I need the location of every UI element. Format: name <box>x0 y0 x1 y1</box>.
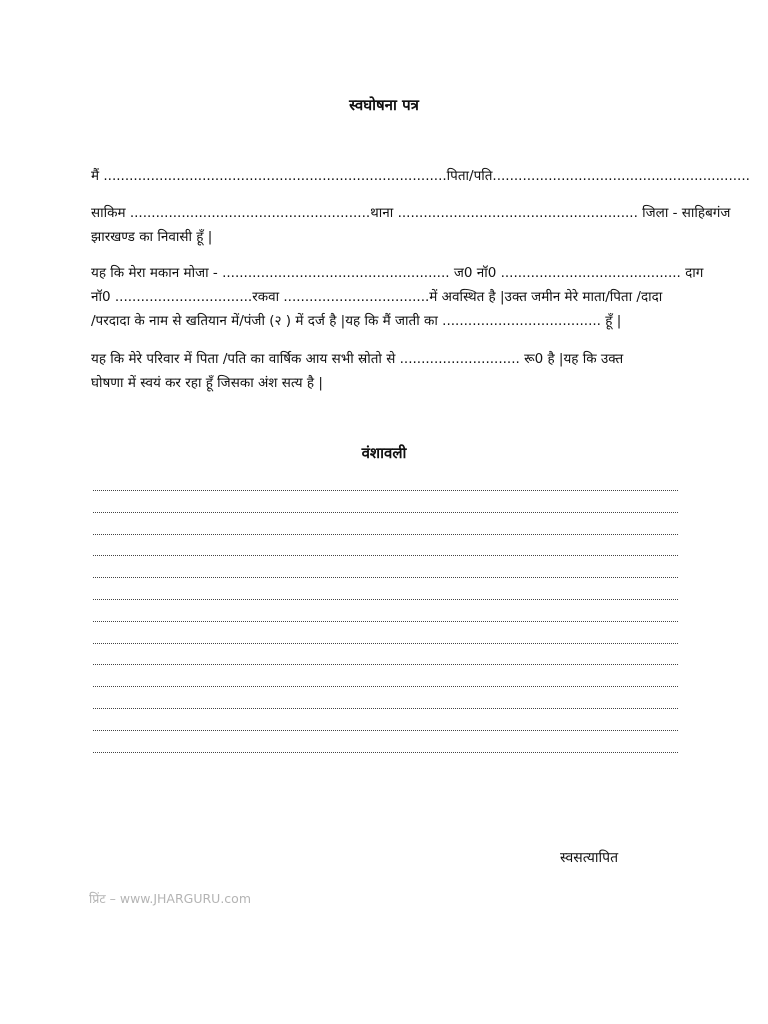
genealogy-dotted-line <box>93 621 678 622</box>
genealogy-title: वंशावली <box>361 444 407 462</box>
income-paragraph <box>91 347 679 395</box>
declarant-paragraph <box>91 164 750 188</box>
genealogy-dotted-line <box>93 664 678 665</box>
property-paragraph <box>91 261 704 333</box>
genealogy-dotted-line <box>93 730 678 731</box>
genealogy-dotted-line <box>93 686 678 687</box>
income-line-2: घोषणा में स्वयं कर रहा हूँ जिसका अंश सत्य है | <box>91 375 323 391</box>
genealogy-dotted-line <box>93 599 678 600</box>
genealogy-dotted-line <box>93 577 678 578</box>
genealogy-dotted-line <box>93 708 678 709</box>
property-line-2: नॉ0 ................................रकवा ..................................में अवस्थित है |उक्त जमीन मेरे माता/पिता /दादा <box>91 289 663 305</box>
income-line-1: यह कि मेरे परिवार में पिता /पति का वार्षिक आय सभी स्रोतो से ............................ रू0 है |यह कि उक्त <box>91 351 624 367</box>
property-line-3: /परदादा के नाम से खतियान में/पंजी (२ ) में दर्ज है |यह कि मैं जाती का ..................................... हूँ | <box>91 313 622 329</box>
residence-line-2: झारखण्ड का निवासी हूँ | <box>91 229 213 245</box>
genealogy-dotted-line <box>93 752 678 753</box>
genealogy-dotted-line <box>93 490 678 491</box>
residence-line-1: साकिम ........................................................थाना ........................................................ जिला - साहिबगंज <box>91 205 731 221</box>
document-title: स्वघोषना पत्र <box>349 96 419 114</box>
print-watermark: प्रिंट – www.JHARGURU.com <box>89 891 252 906</box>
genealogy-dotted-line <box>93 555 678 556</box>
genealogy-dotted-line <box>93 643 678 644</box>
self-attested-label: स्वसत्यापित <box>560 850 619 866</box>
property-line-1: यह कि मेरा मकान मोजा - ..................................................... ज0 नॉ0 .......................................... दाग <box>91 265 704 281</box>
residence-paragraph <box>91 201 731 249</box>
genealogy-dotted-line <box>93 534 678 535</box>
declarant-line: मैं ................................................................................पिता/पति............................................................ <box>91 168 750 184</box>
genealogy-dotted-line <box>93 512 678 513</box>
